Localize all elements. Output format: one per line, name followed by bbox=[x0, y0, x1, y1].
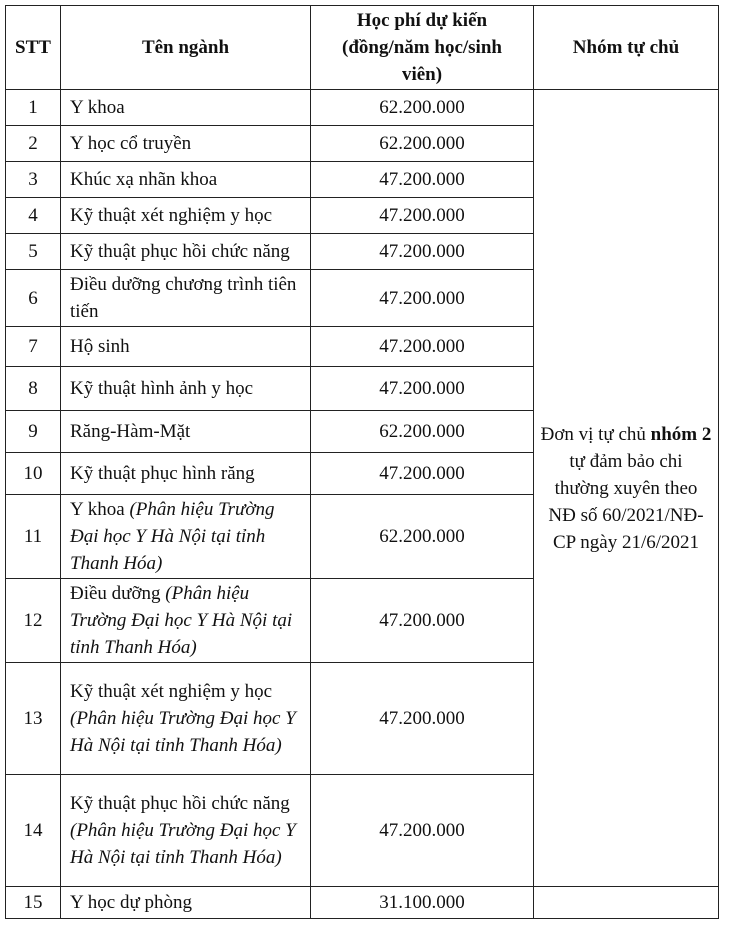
row-major bbox=[61, 126, 311, 162]
table-row bbox=[6, 887, 719, 919]
row-major bbox=[61, 234, 311, 270]
row-major bbox=[61, 270, 311, 327]
row-major bbox=[61, 411, 311, 453]
major-name: Y khoa bbox=[70, 97, 125, 118]
major-name: Kỹ thuật phục hồi chức năng bbox=[70, 793, 290, 814]
row-major bbox=[61, 162, 311, 198]
header-name: Tên ngành bbox=[61, 6, 311, 90]
row-stt: 5 bbox=[6, 234, 61, 270]
row-stt: 3 bbox=[6, 162, 61, 198]
row-fee: 62.200.000 bbox=[311, 411, 534, 453]
major-name: Y học dự phòng bbox=[70, 892, 192, 913]
row-stt: 7 bbox=[6, 327, 61, 367]
row-major bbox=[61, 495, 311, 579]
row-fee: 62.200.000 bbox=[311, 495, 534, 579]
row-stt: 13 bbox=[6, 663, 61, 775]
major-name: Khúc xạ nhãn khoa bbox=[70, 169, 218, 190]
row-fee: 62.200.000 bbox=[311, 90, 534, 126]
row-fee: 47.200.000 bbox=[311, 775, 534, 887]
row-fee: 47.200.000 bbox=[311, 198, 534, 234]
header-fee bbox=[311, 6, 534, 90]
row-major bbox=[61, 90, 311, 126]
row-fee: 47.200.000 bbox=[311, 234, 534, 270]
major-name: Kỹ thuật hình ảnh y học bbox=[70, 378, 254, 399]
row-stt: 12 bbox=[6, 579, 61, 663]
row-stt: 1 bbox=[6, 90, 61, 126]
row-major bbox=[61, 579, 311, 663]
major-name: Kỹ thuật xét nghiệm y học bbox=[70, 681, 273, 702]
major-name: Kỹ thuật phục hồi chức năng bbox=[70, 241, 290, 262]
major-name: Y học cổ truyền bbox=[70, 133, 192, 154]
major-name: Hộ sinh bbox=[70, 336, 130, 357]
row-stt: 6 bbox=[6, 270, 61, 327]
row-fee: 47.200.000 bbox=[311, 663, 534, 775]
major-note: (Phân hiệu Trường Đại học Y Hà Nội tại tỉnh Thanh Hóa) bbox=[70, 499, 275, 574]
major-note: (Phân hiệu Trường Đại học Y Hà Nội tại tỉnh Thanh Hóa) bbox=[70, 583, 293, 658]
group-note-part2: tự đảm bảo chi thường xuyên theo NĐ số 60/2021/NĐ-CP ngày 21/6/2021 bbox=[548, 450, 704, 553]
group-note-part1: Đơn vị tự chủ bbox=[540, 423, 651, 445]
row-fee: 31.100.000 bbox=[311, 887, 534, 919]
row-fee: 47.200.000 bbox=[311, 270, 534, 327]
row-fee: 47.200.000 bbox=[311, 162, 534, 198]
row-stt: 14 bbox=[6, 775, 61, 887]
row-major bbox=[61, 663, 311, 775]
group-note-bold: nhóm 2 bbox=[650, 423, 712, 445]
header-fee-line3: viên) bbox=[401, 64, 443, 85]
major-name: Điều dưỡng bbox=[70, 583, 161, 604]
empty-group-cell bbox=[534, 887, 719, 919]
major-name: Răng-Hàm-Mặt bbox=[70, 421, 191, 442]
row-fee: 47.200.000 bbox=[311, 579, 534, 663]
tuition-table bbox=[5, 5, 719, 919]
row-major bbox=[61, 775, 311, 887]
row-stt: 8 bbox=[6, 367, 61, 411]
row-stt: 15 bbox=[6, 887, 61, 919]
row-stt: 4 bbox=[6, 198, 61, 234]
row-stt: 2 bbox=[6, 126, 61, 162]
row-fee: 62.200.000 bbox=[311, 126, 534, 162]
header-fee-line2: (đồng/năm học/sinh bbox=[342, 37, 502, 58]
row-fee: 47.200.000 bbox=[311, 453, 534, 495]
row-major bbox=[61, 327, 311, 367]
header-stt: STT bbox=[6, 6, 61, 90]
major-name: Kỹ thuật phục hình răng bbox=[70, 463, 255, 484]
header-fee-line1: Học phí dự kiến bbox=[356, 10, 488, 31]
major-name: Kỹ thuật xét nghiệm y học bbox=[70, 205, 273, 226]
major-name: Điều dưỡng chương trình tiên tiến bbox=[70, 274, 297, 322]
row-stt: 9 bbox=[6, 411, 61, 453]
header-row bbox=[6, 6, 719, 90]
major-note: (Phân hiệu Trường Đại học Y Hà Nội tại tỉnh Thanh Hóa) bbox=[70, 708, 296, 756]
row-major bbox=[61, 367, 311, 411]
autonomy-group-cell bbox=[534, 90, 719, 887]
row-stt: 11 bbox=[6, 495, 61, 579]
table-row bbox=[6, 90, 719, 126]
row-major bbox=[61, 887, 311, 919]
major-note: (Phân hiệu Trường Đại học Y Hà Nội tại tỉnh Thanh Hóa) bbox=[70, 820, 296, 868]
major-name: Y khoa bbox=[70, 499, 125, 520]
row-major bbox=[61, 198, 311, 234]
header-group: Nhóm tự chủ bbox=[534, 6, 719, 90]
row-fee: 47.200.000 bbox=[311, 367, 534, 411]
row-fee: 47.200.000 bbox=[311, 327, 534, 367]
row-stt: 10 bbox=[6, 453, 61, 495]
row-major bbox=[61, 453, 311, 495]
